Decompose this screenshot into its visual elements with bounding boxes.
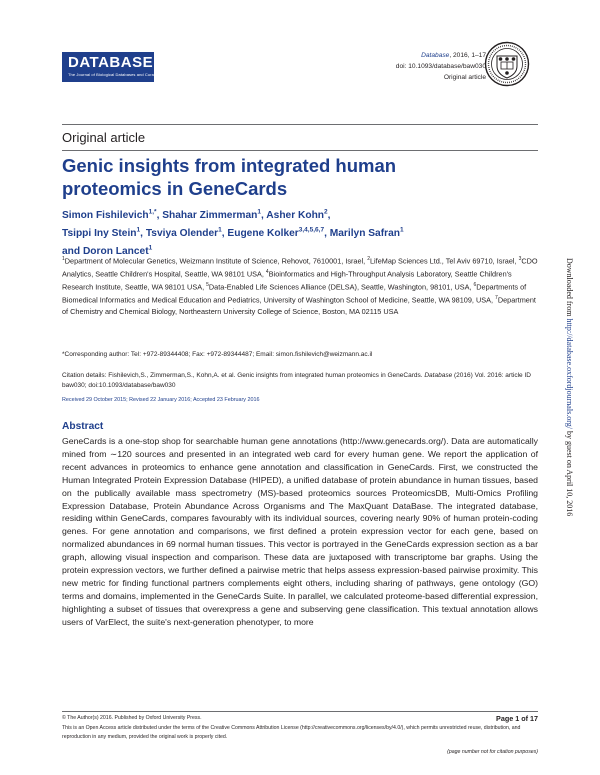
doi[interactable]: doi: 10.1093/database/baw030 bbox=[395, 63, 486, 70]
author: Simon Fishilevich$^{1,*}$, bbox=[62, 209, 163, 222]
citation-details: Citation details: Fishilevich,S., Zimmerman,S., Kohn,A. et al. Genic insights from integrated human proteomics in GeneCards. Database (2016) Vol. 2016: article ID baw030; doi:10.1093/database/baw030 bbox=[62, 372, 531, 389]
copyright: © The Author(s) 2016. Published by Oxford University Press. bbox=[62, 715, 202, 721]
download-link[interactable]: http://database.oxfordjournals.org/ bbox=[565, 318, 574, 429]
affiliation: CDO Analytics, Seattle Children's Hospital, Seattle, WA 98101 USA, bbox=[62, 256, 538, 279]
logo-text: DATABASE bbox=[68, 54, 154, 71]
affiliations: $^1$Department of Molecular Genetics, Weizmann Institute of Science, Rehovot, 7610001, Israel, $^2$LifeMap Sciences Ltd., Tel Aviv 69710, Israel, $^3$CDO Analytics, Seattle Children's Hospital, Seattle, WA 98101 USA, $^4$Bioinformatics and High-Throughput Analysis Laboratory, Seattle Children's Research Institute, Seattle, WA 98101 USA, $^5$Data-Enabled Life Sciences Alliance (DELSA), Seattle, Washington, 98101, USA, $^6$Departments of Biomedical Informatics and Medical Education and Pediatrics, University of Washington School of Medicine, Seattle, WA 98109, USA, $^7$Department of Chemistry and Chemical Biology, Northeastern University College of Science, Boston, MA 02115 USA bbox=[62, 256, 538, 317]
author: Tsviya Olender$^1$, bbox=[145, 226, 228, 239]
journal-logo bbox=[62, 52, 161, 82]
citation-note: (page number not for citation purposes) bbox=[447, 749, 538, 755]
oxford-university-seal-icon bbox=[484, 41, 530, 87]
download-note: Downloaded from http://database.oxfordjournals.org/ by guest on April 10, 2016 bbox=[565, 258, 574, 517]
author: Marilyn Safran$^1$ bbox=[329, 226, 404, 239]
affiliation: LifeMap Sciences Ltd., Tel Aviv 69710, Israel, bbox=[370, 256, 519, 266]
author: Shahar Zimmerman$^1$, bbox=[162, 209, 267, 222]
affiliation: Bioinformatics and High-Throughput Analysis Laboratory, Seattle Children's Research Institute, Seattle, WA 98101 USA, bbox=[62, 269, 512, 292]
page-number: Page 1 of 17 bbox=[496, 714, 538, 723]
author: Asher Kohn$^2$, bbox=[266, 209, 331, 222]
affiliation: Department of Molecular Genetics, Weizmann Institute of Science, Rehovot, 7610001, Israel, bbox=[64, 256, 368, 266]
received-dates: Received 29 October 2015; Revised 22 January 2016; Accepted 23 February 2016 bbox=[62, 397, 260, 403]
journal-name[interactable]: Database bbox=[421, 52, 450, 59]
license-text: This is an Open Access article distributed under the terms of the Creative Commons Attribution License (http://creativecommons.org/licenses/by/4.0/), which permits unrestricted reuse, distribution, and reproduction in any medium, provided the original work is properly cited. bbox=[62, 725, 521, 740]
affiliation: Data-Enabled Life Sciences Alliance (DELSA), Seattle, Washington, 98101, USA, bbox=[208, 282, 474, 292]
author: Tsippi Iny Stein$^1$, bbox=[62, 226, 146, 239]
author: Eugene Kolker$^{3,4,5,6,7}$, bbox=[227, 226, 330, 239]
affiliation: Departments of Biomedical Informatics and Medical Education and Pediatrics, University of Washington School of Medicine, Seattle, WA 98109, USA, bbox=[62, 282, 527, 305]
footer-divider bbox=[62, 711, 538, 712]
section-label: Original article bbox=[62, 130, 146, 145]
section-divider bbox=[62, 150, 538, 151]
article-type: Original article bbox=[443, 74, 486, 81]
logo-subtitle: The Journal of Biological Databases and Curation bbox=[68, 72, 161, 77]
abstract-heading: Abstract bbox=[62, 421, 104, 432]
journal-info bbox=[396, 50, 486, 83]
journal-ref: , 2016, 1–17 bbox=[449, 52, 486, 59]
corresponding-author: *Corresponding author: Tel: +972-89344408; Fax: +972-89344487; Email: simon.fishilevich@weizmann.ac.il bbox=[62, 351, 373, 358]
journal-citation bbox=[396, 50, 486, 61]
article-title: Genic insights from integrated human proteomics in GeneCards bbox=[62, 155, 397, 199]
abstract-body: GeneCards is a one-stop shop for searchable human gene annotations (http://www.genecards.org/). Data are automatically mined from ∼120 sources and presented in an integrated web card for every human gene. We report the application of recent advances in proteomics to enhance gene annotation and classification in GeneCards. First, we constructed the Human Integrated Protein Expression Database (HIPED), a unified database of protein abundance in human tissues, based on the publically available mass spectrometry (MS)-based proteomics sources ProteomicsDB, Multi-Omics Profiling Expression Database, Protein Abundance Across Organisms and The MaxQuant DataBase. The integrated database, residing within GeneCards, compares favourably with its individual sources, covering nearly 90% of human protein-coding genes. For gene annotation and comparisons, we first defined a protein expression vector for each gene, based on normalized abundances in 69 normal human tissues. This vector is portrayed in the GeneCards expression section as a bar graph, allowing visual inspection and comparison. These data are juxtaposed with transcriptome bar graphs. Using the protein expression vectors, we further defined a pairwise metric that helps assess expression-based pairwise proximity. This new metric for finding functional partners complements eight others, including sharing of pathways, gene ontology (GO) terms and domains, implemented in the GeneCards Suite. In parallel, we calculated proteome-based differential expression, highlighting a subset of tissues that overexpress a gene and subserving gene classification. This textual annotation allows users of VarElect, the suite's next-generation phenotyper, to more bbox=[62, 436, 538, 627]
author-list bbox=[62, 206, 532, 259]
author: and Doron Lancet$^1$ bbox=[62, 244, 153, 257]
affiliation: Department of Chemistry and Chemical Biology, Northeastern University College of Science, Boston, MA 02115 USA bbox=[62, 295, 536, 317]
top-divider bbox=[62, 124, 538, 125]
